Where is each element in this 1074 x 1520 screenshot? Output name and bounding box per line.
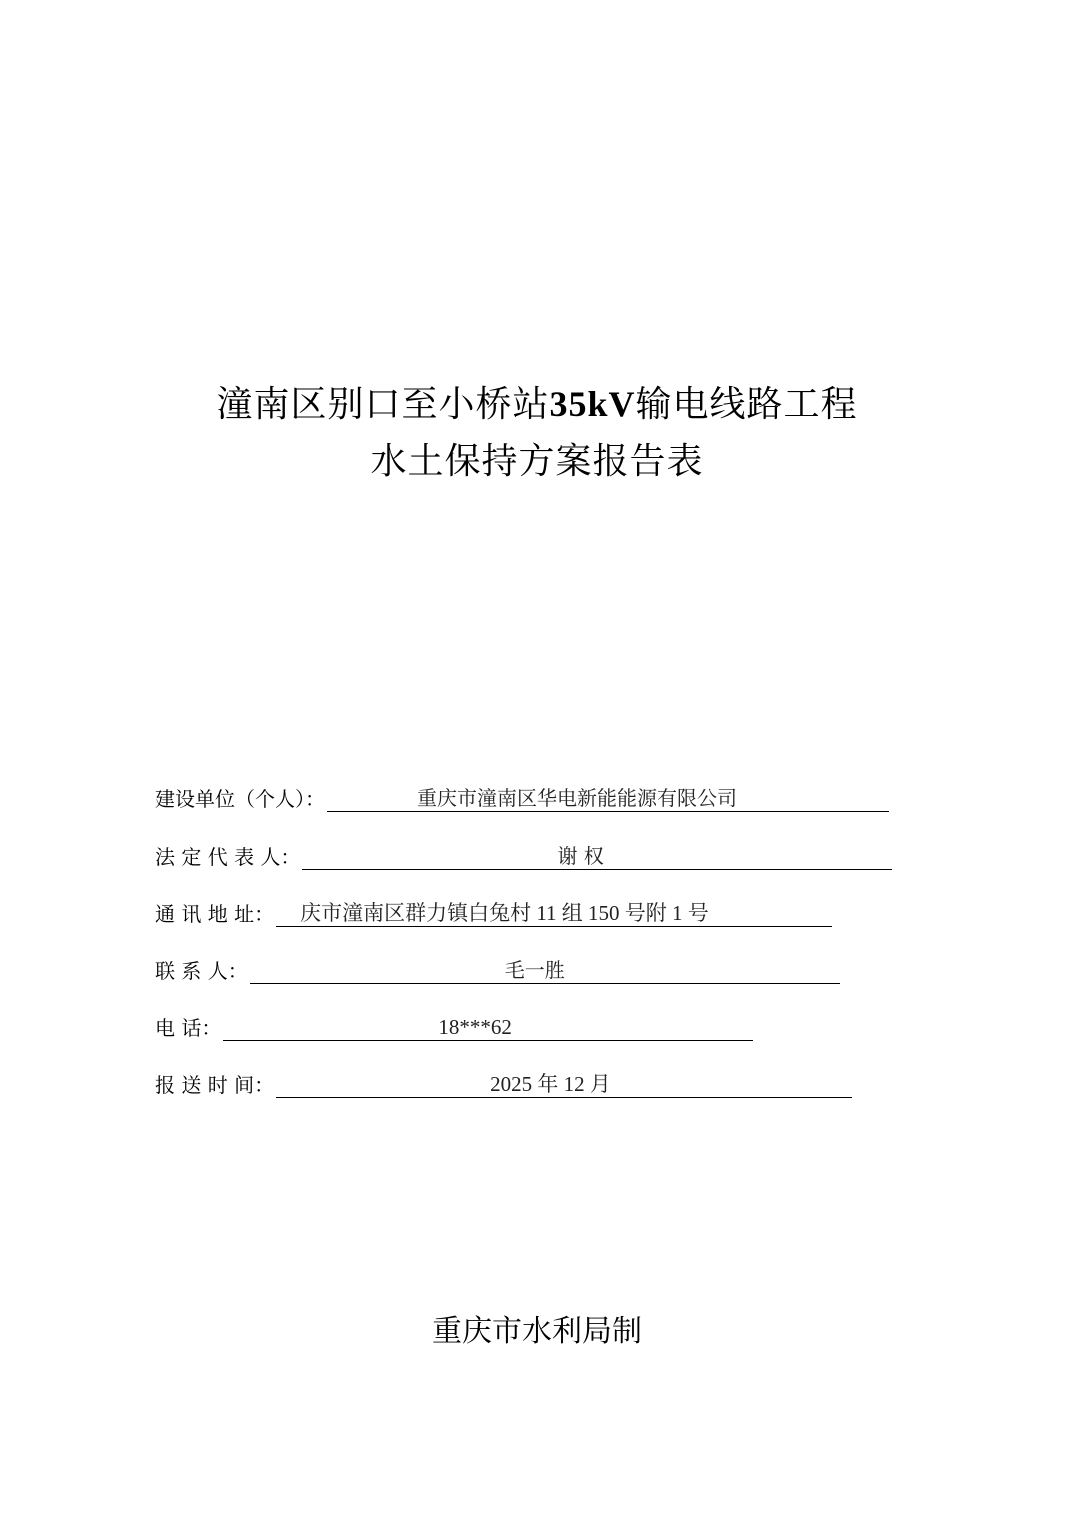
field-submission-date — [155, 1068, 852, 1098]
field-contact-person — [155, 954, 840, 984]
field-value: 谢 权 — [557, 844, 604, 868]
field-value: 18***62 — [438, 1015, 512, 1039]
document-title-line-2: 水土保持方案报告表 — [370, 441, 704, 482]
field-value: 重庆市潼南区华电新能能源有限公司 — [417, 786, 737, 810]
issuer-footer: 重庆市水利局制 — [432, 1314, 642, 1349]
field-construction-unit — [155, 782, 889, 812]
title-suffix: 输电线路工程 — [635, 384, 858, 425]
field-label: 电 话： — [155, 1016, 222, 1040]
field-underline — [250, 957, 840, 984]
title-prefix: 潼南区别口至小桥站 — [216, 384, 550, 425]
field-label: 法 定 代 表 人： — [155, 845, 301, 869]
field-telephone — [155, 1011, 753, 1041]
title-voltage: 35kV — [549, 384, 636, 424]
field-underline — [302, 843, 892, 870]
field-label: 建设单位（个人）： — [155, 787, 325, 811]
document-title-line-1 — [0, 382, 1074, 427]
field-underline — [276, 1071, 852, 1098]
field-legal-representative — [155, 840, 892, 870]
field-underline — [327, 785, 889, 812]
field-label: 联 系 人： — [155, 959, 248, 983]
field-value: 2025 年 12 月 — [490, 1072, 611, 1096]
field-label: 报 送 时 间： — [155, 1073, 275, 1097]
field-value: 毛一胜 — [504, 958, 565, 982]
field-underline — [276, 900, 832, 927]
field-value: 庆市潼南区群力镇白兔村 11 组 150 号附 1 号 — [300, 901, 709, 925]
field-mailing-address — [155, 897, 832, 927]
field-underline — [223, 1014, 753, 1041]
field-label: 通 讯 地 址： — [155, 902, 275, 926]
